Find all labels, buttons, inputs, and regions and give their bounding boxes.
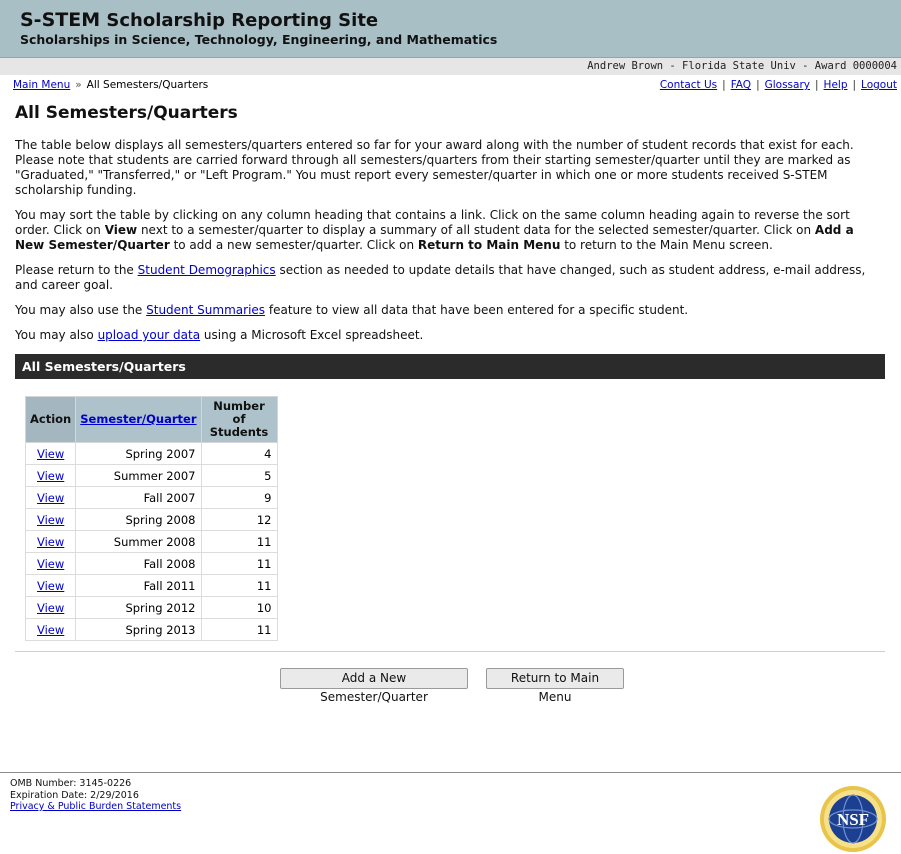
intro-content	[15, 138, 887, 353]
student-count-cell: 12	[201, 509, 277, 531]
view-link[interactable]: View	[37, 578, 65, 593]
nsf-logo	[817, 784, 889, 854]
user-info-text: Andrew Brown - Florida State Univ - Award 0000004	[587, 60, 897, 72]
footer	[10, 778, 181, 813]
semester-cell: Fall 2007	[76, 487, 201, 509]
breadcrumb	[13, 79, 208, 91]
student-summaries-link[interactable]: Student Summaries	[146, 303, 266, 317]
site-title	[20, 9, 378, 31]
semester-cell: Summer 2008	[76, 531, 201, 553]
nsf-logo-text: NSF	[836, 810, 870, 829]
table-row	[26, 531, 278, 553]
semester-cell: Spring 2008	[76, 509, 201, 531]
intro-paragraph-4: You may also use the Student Summaries feature to view all data that have been entered for a specific student.	[15, 303, 689, 317]
page-title: All Semesters/Quarters	[15, 103, 238, 123]
site-title-text: Scholarship Reporting Site	[106, 10, 379, 31]
semester-cell: Summer 2007	[76, 465, 201, 487]
student-demographics-link[interactable]: Student Demographics	[137, 263, 276, 277]
return-to-main-menu-button[interactable]: Return to Main Menu	[486, 668, 624, 689]
site-subtitle: Scholarships in Science, Technology, Engineering, and Mathematics	[20, 32, 498, 47]
footer-divider	[0, 772, 901, 773]
student-count-cell: 11	[201, 575, 277, 597]
table-row	[26, 509, 278, 531]
glossary-link[interactable]: Glossary	[764, 79, 810, 91]
expiration-date: Expiration Date: 2/29/2016	[10, 789, 139, 801]
faq-link[interactable]: FAQ	[730, 79, 752, 91]
student-count-cell: 9	[201, 487, 277, 509]
breadcrumb-separator: »	[75, 79, 82, 91]
help-link[interactable]: Help	[823, 79, 848, 91]
divider	[15, 651, 885, 652]
view-link[interactable]: View	[37, 446, 65, 461]
section-header	[15, 354, 885, 379]
omb-number: OMB Number: 3145-0226	[10, 778, 132, 789]
intro-paragraph-2: You may sort the table by clicking on any column heading that contains a link. Click on the same column heading again to reverse the sort order. Click on View next to a semester/quarter to display a summary of all student data for the selected semester/quarter. Click on Add a New Semester/Quarter to add a new semester/quarter. Click on Return to Main Menu to return to the Main Menu screen.	[15, 208, 854, 252]
semesters-table	[25, 396, 278, 641]
view-link[interactable]: View	[37, 490, 65, 505]
site-brand: S-STEM	[20, 9, 101, 31]
table-row	[26, 619, 278, 641]
contact-us-link[interactable]: Contact Us	[659, 79, 718, 91]
privacy-statements-link[interactable]: Privacy & Public Burden Statements	[10, 801, 182, 812]
table-row	[26, 575, 278, 597]
view-link[interactable]: View	[37, 512, 65, 527]
breadcrumb-main-menu-link[interactable]: Main Menu	[13, 79, 71, 91]
intro-paragraph-5: You may also upload your data using a Microsoft Excel spreadsheet.	[15, 328, 424, 342]
view-link[interactable]: View	[37, 600, 65, 615]
semester-cell: Fall 2011	[76, 575, 201, 597]
semester-cell: Spring 2007	[76, 443, 201, 465]
student-count-cell: 4	[201, 443, 277, 465]
number-of-students-column-header: Number of Students	[201, 397, 277, 443]
action-column-header: Action	[26, 397, 76, 443]
breadcrumb-current: All Semesters/Quarters	[86, 79, 209, 91]
table-row	[26, 553, 278, 575]
student-count-cell: 10	[201, 597, 277, 619]
student-count-cell: 11	[201, 619, 277, 641]
table-row	[26, 443, 278, 465]
view-link[interactable]: View	[37, 534, 65, 549]
user-info-bar	[0, 58, 901, 75]
semester-cell: Spring 2013	[76, 619, 201, 641]
semester-cell: Spring 2012	[76, 597, 201, 619]
student-count-cell: 5	[201, 465, 277, 487]
view-link[interactable]: View	[37, 556, 65, 571]
student-count-cell: 11	[201, 553, 277, 575]
logout-link[interactable]: Logout	[861, 79, 897, 91]
semester-sort-link[interactable]: Semester/Quarter	[80, 412, 197, 426]
section-title: All Semesters/Quarters	[22, 359, 186, 374]
intro-paragraph-3: Please return to the Student Demographics section as needed to update details that have changed, such as student address, e-mail address, and career goal.	[15, 263, 866, 292]
student-count-cell: 11	[201, 531, 277, 553]
table-row	[26, 487, 278, 509]
semester-column-header	[76, 397, 201, 443]
semester-cell: Fall 2008	[76, 553, 201, 575]
table-row	[26, 597, 278, 619]
add-new-semester-button[interactable]: Add a New Semester/Quarter	[280, 668, 468, 689]
utility-links: Contact Us | FAQ | Glossary | Help | Logout	[659, 79, 897, 91]
view-link[interactable]: View	[37, 468, 65, 483]
site-banner	[0, 0, 901, 58]
upload-data-link[interactable]: upload your data	[97, 328, 201, 342]
table-row	[26, 465, 278, 487]
view-link[interactable]: View	[37, 622, 65, 637]
intro-paragraph-1: The table below displays all semesters/quarters entered so far for your award along with the number of student records that exist for each. Please note that students are carried forward through all semesters/quarters from their starting semester/quarter until they are marked as "Graduated," "Transferred," or "Left Program." You must report every semester/quarter in which one or more students received S-STEM scholarship funding.	[15, 138, 854, 197]
